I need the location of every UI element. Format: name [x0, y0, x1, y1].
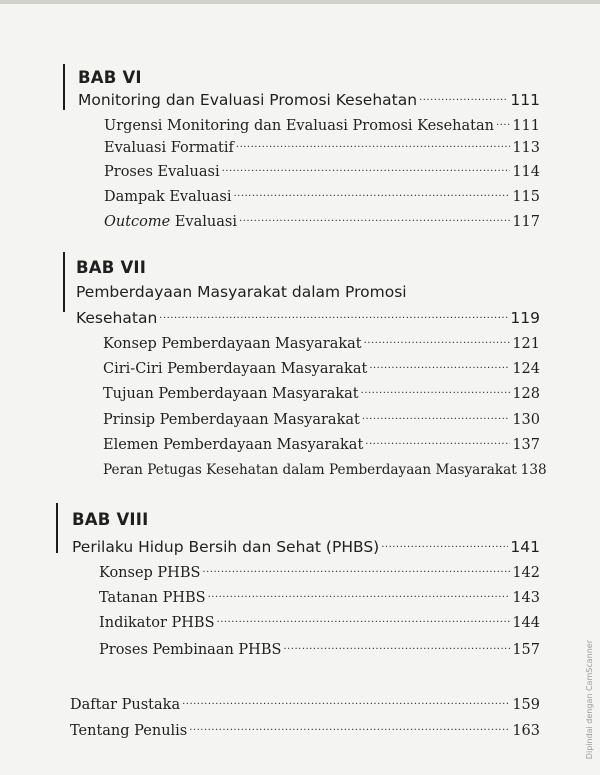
- toc-item[interactable]: [103, 460, 547, 478]
- item-label: Konsep PHBS: [99, 564, 201, 581]
- item-label: Tatanan PHBS: [99, 589, 206, 606]
- toc-item[interactable]: [104, 115, 540, 134]
- page-number: 137: [512, 436, 540, 453]
- toc-item[interactable]: [99, 612, 540, 631]
- item-label: Proses Evaluasi: [104, 163, 220, 180]
- page-number: 128: [512, 385, 540, 402]
- item-label: Ciri-Ciri Pemberdayaan Masyarakat: [103, 360, 368, 377]
- page-number: 117: [512, 213, 540, 230]
- leader-dots: [496, 115, 510, 130]
- leader-dots: [361, 383, 511, 398]
- toc-item[interactable]: [70, 720, 540, 739]
- page-number: 111: [510, 90, 540, 109]
- leader-dots: [182, 694, 510, 709]
- leader-dots: [236, 137, 510, 152]
- page-number: 119: [510, 308, 540, 327]
- item-label: Prinsip Pemberdayaan Masyarakat: [103, 411, 360, 428]
- leader-dots: [419, 89, 508, 105]
- page-number: 163: [512, 722, 540, 739]
- item-label: Urgensi Monitoring dan Evaluasi Promosi Kesehatan: [104, 117, 494, 134]
- item-label: Konsep Pemberdayaan Masyarakat: [103, 335, 362, 352]
- toc-item[interactable]: [99, 562, 540, 581]
- chapter-entry[interactable]: [76, 307, 540, 327]
- toc-item[interactable]: [99, 639, 540, 658]
- leader-dots: [189, 720, 510, 735]
- bab-heading: BAB VI: [78, 68, 142, 87]
- item-label: Indikator PHBS: [99, 614, 215, 631]
- toc-item[interactable]: [104, 186, 540, 205]
- toc-item[interactable]: [103, 383, 540, 402]
- leader-dots: [365, 434, 510, 449]
- chapter-title-line1: Pemberdayaan Masyarakat dalam Promosi: [76, 283, 407, 301]
- item-label: Proses Pembinaan PHBS: [99, 641, 282, 658]
- item-label: Daftar Pustaka: [70, 696, 181, 713]
- item-label: Evaluasi Formatif: [104, 139, 234, 156]
- bab-heading: BAB VII: [76, 258, 147, 277]
- page-number: 130: [512, 411, 540, 428]
- toc-item[interactable]: [103, 434, 540, 453]
- page-number: 159: [512, 696, 540, 713]
- page-number: 144: [512, 614, 540, 631]
- chapter-title-line2: Kesehatan: [76, 308, 158, 327]
- toc-item[interactable]: [104, 137, 540, 156]
- toc-item[interactable]: [103, 333, 540, 352]
- page-number: 143: [512, 589, 540, 606]
- toc-item[interactable]: [70, 694, 540, 713]
- leader-dots: [159, 307, 508, 323]
- page-number: 115: [512, 188, 540, 205]
- section-marker-bar: [63, 252, 65, 312]
- chapter-title: Monitoring dan Evaluasi Promosi Kesehatan: [78, 90, 418, 109]
- leader-dots: [202, 562, 510, 577]
- page-number: 124: [512, 360, 540, 377]
- item-label-rest: Evaluasi: [170, 213, 237, 230]
- page-number: 121: [512, 335, 540, 352]
- page-number: 113: [512, 139, 540, 156]
- section-marker-bar: [63, 64, 65, 110]
- item-label: Elemen Pemberdayaan Masyarakat: [103, 436, 364, 453]
- toc-item[interactable]: [99, 587, 540, 606]
- leader-dots: [233, 186, 510, 201]
- toc-item[interactable]: [104, 211, 540, 230]
- toc-item[interactable]: [103, 358, 540, 377]
- page-number: 141: [510, 537, 540, 556]
- section-marker-bar: [56, 503, 58, 553]
- item-label: Peran Petugas Kesehatan dalam Pemberdayaan Masyarakat: [103, 461, 517, 478]
- leader-dots: [369, 358, 510, 373]
- item-label: Dampak Evaluasi: [104, 188, 232, 205]
- leader-dots: [283, 639, 510, 654]
- page-number: 157: [512, 641, 540, 658]
- item-label: Tentang Penulis: [70, 722, 188, 739]
- leader-dots: [208, 587, 511, 602]
- chapter-entry[interactable]: [72, 536, 540, 556]
- toc-item[interactable]: [104, 161, 540, 180]
- chapter-title: Perilaku Hidup Bersih dan Sehat (PHBS): [72, 537, 380, 556]
- bab-heading: BAB VIII: [72, 510, 149, 529]
- scan-edge: [0, 0, 600, 4]
- item-label-italic: Outcome: [104, 213, 171, 230]
- page-number: 111: [512, 117, 540, 134]
- leader-dots: [362, 409, 510, 424]
- page-number: 114: [512, 163, 540, 180]
- leader-dots: [222, 161, 511, 176]
- leader-dots: [381, 536, 508, 552]
- leader-dots: [217, 612, 511, 627]
- item-label: [104, 214, 237, 230]
- toc-item[interactable]: [103, 409, 540, 428]
- page-number: 138: [520, 461, 547, 478]
- page-number: 142: [512, 564, 540, 581]
- item-label: Tujuan Pemberdayaan Masyarakat: [103, 385, 359, 402]
- leader-dots: [364, 333, 511, 348]
- scanner-watermark: Dipindai dengan CamScanner: [585, 640, 594, 760]
- chapter-entry[interactable]: [78, 89, 540, 109]
- leader-dots: [239, 211, 510, 226]
